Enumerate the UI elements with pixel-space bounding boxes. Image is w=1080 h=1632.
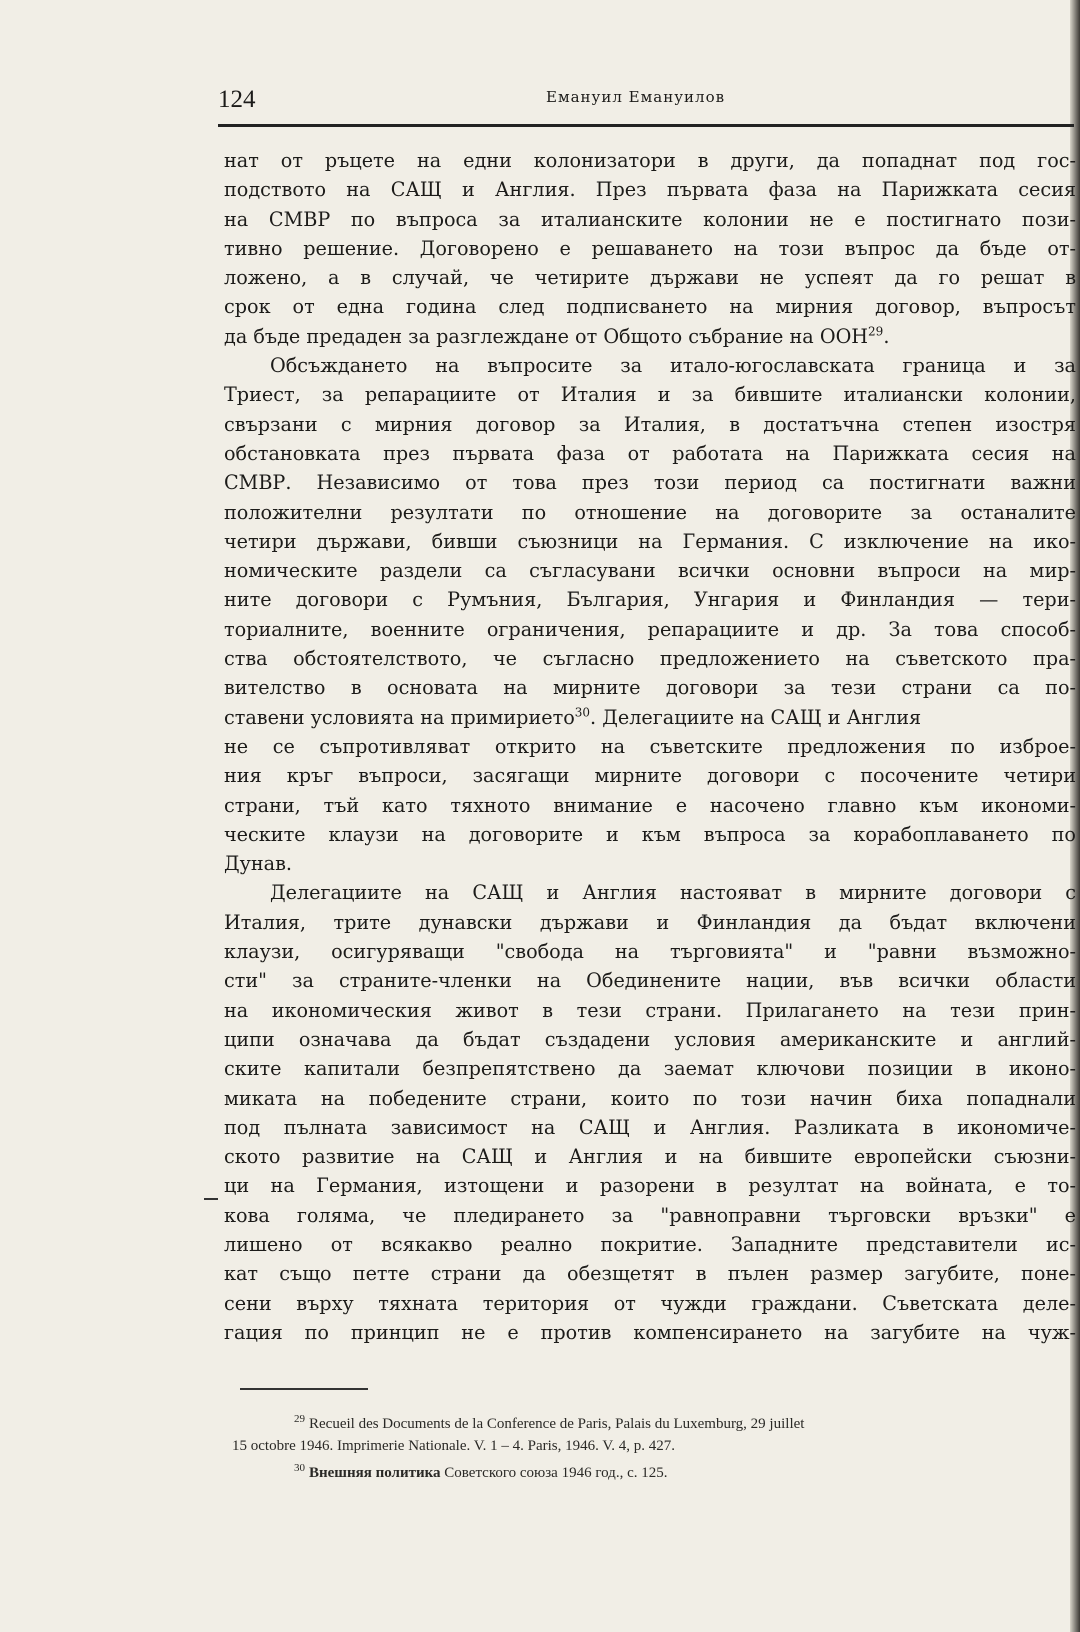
- text-line: номическите раздели са съгласувани всички основни въпроси на мир-: [224, 559, 1076, 583]
- text-line: четири държави, бивши съюзници на Германия. С изключение на ико-: [224, 529, 1076, 553]
- text-line: ложено, а в случай, че четирите държави не успеят да го решат в: [224, 266, 1076, 290]
- footnote-29: [232, 1408, 1078, 1435]
- text-line: свързани с мирния договор за Италия, в достатъчна степен изостря: [224, 412, 1076, 436]
- text-segment: .: [883, 324, 890, 348]
- text-line: клаузи, осигуряващи "свобода на търговията" и "равни възможно-: [224, 940, 1076, 964]
- text-line: подството на САЩ и Англия. През първата фаза на Парижката сесия: [224, 178, 1076, 202]
- text-line: гация по принцип не е против компенсирането на загубите на чуж-: [224, 1320, 1076, 1344]
- text-line: ческите клаузи на договорите и към въпроса за корабоплаването по: [224, 822, 1076, 846]
- body-text: [224, 146, 1076, 1347]
- text-line: тивно решение. Договорено е решаването на този въпрос да бъде от-: [224, 236, 1076, 260]
- text-line: лишено от всякакво реално покритие. Западните представители ис-: [224, 1232, 1076, 1256]
- text-line: сени върху тяхната територия от чужди граждани. Съветската деле-: [224, 1291, 1076, 1315]
- text-line: срок от една година след подписването на мирния договор, въпросът: [224, 295, 1076, 319]
- text-line: ства обстоятелството, че съгласно предложението на съветското пра-: [224, 647, 1076, 671]
- page-header: [218, 86, 1074, 126]
- text-line: не се съпротивляват открито на съветските предложения по изброе-: [224, 734, 1076, 758]
- text-line: нат от ръцете на едни колонизатори в други, да попаднат под гос-: [224, 149, 1076, 172]
- footnote-29-continued: 15 octobre 1946. Imprimerie Nationale. V. 1 – 4. Paris, 1946. V. 4, p. 427.: [232, 1438, 676, 1454]
- page-number: 124: [218, 86, 256, 113]
- text-line: ското развитие на САЩ и Англия и на бившите европейски съюзни-: [224, 1145, 1076, 1169]
- text-line: под пълната зависимост на САЩ и Англия. Разликата в икономиче-: [224, 1115, 1076, 1139]
- text-line: ските капитали безпрепятствено да заемат ключови позиции в иконо-: [224, 1057, 1076, 1081]
- text-line: вителство в основата на мирните договори за тези страни са по-: [224, 676, 1076, 700]
- text-segment: . Делегациите на САЩ и Англия: [590, 705, 922, 729]
- text-line: обстановката през първата фаза от работата на Парижката сесия на: [224, 441, 1076, 465]
- footnote-title: Внешняя политика: [309, 1465, 441, 1481]
- text-line: на икономическия живот в тези страни. Прилагането на тези прин-: [224, 998, 1076, 1022]
- text-line: ципи означава да бъдат създадени условия американските и англий-: [224, 1027, 1076, 1051]
- footnote-mark: 29: [294, 1413, 305, 1425]
- margin-mark: [204, 1198, 218, 1200]
- footnote-rule: [240, 1388, 368, 1390]
- footnote-ref-30: 30: [574, 705, 591, 720]
- text-line: ториалните, военните ограничения, репарациите и др. За това способ-: [224, 617, 1076, 641]
- text-line: кат също петте страни да обезщетят в пълен размер загубите, поне-: [224, 1262, 1076, 1286]
- text-line: Дунав.: [224, 852, 293, 876]
- footnote-text: Советского союза 1946 год., с. 125.: [440, 1465, 668, 1481]
- text-line: страни, тъй като тяхното внимание е насочено главно към икономи-: [224, 793, 1076, 817]
- text-line: Обсъждането на въпросите за итало-югославската граница и за: [270, 354, 1076, 378]
- text-line-with-footnote: [224, 703, 1076, 732]
- footnotes: [232, 1408, 1078, 1484]
- footnote-ref-29: 29: [868, 324, 884, 339]
- text-line: ци на Германия, изтощени и разорени в резултат на войната, е то-: [224, 1174, 1076, 1198]
- text-line: ните договори с Румъния, България, Унгария и Финландия — тери-: [224, 588, 1076, 612]
- text-line: на СМВР по въпроса за италианските колонии не е постигнато пози-: [224, 207, 1076, 231]
- header-rule: [218, 124, 1074, 127]
- running-head: Емануил Емануилов: [546, 88, 726, 106]
- text-line: Италия, трите дунавски държави и Финландия да бъдат включени: [224, 910, 1076, 934]
- text-segment: ставени условията на примирието: [224, 705, 575, 729]
- text-line: положителни резултати по отношение на договорите за останалите: [224, 500, 1076, 524]
- text-line: Делегациите на САЩ и Англия настояват в мирните договори с: [270, 881, 1076, 905]
- footnote-text: Recueil des Documents de la Conference de Paris, Palais du Luxemburg, 29 juillet: [309, 1416, 805, 1432]
- footnote-30: [232, 1457, 1078, 1484]
- text-line-with-footnote: [224, 322, 1076, 351]
- text-segment: да бъде предаден за разглеждане от Общото събрание на ООН: [224, 324, 869, 348]
- text-line: миката на победените страни, които по този начин биха попаднали: [224, 1086, 1076, 1110]
- text-line: СМВР. Независимо от това през този период са постигнати важни: [224, 471, 1076, 495]
- text-line: кова голяма, че пледирането за "равноправни търговски връзки" е: [224, 1203, 1076, 1227]
- text-line: Триест, за репарациите от Италия и за бившите италиански колонии,: [224, 383, 1076, 407]
- footnote-mark: 30: [294, 1462, 305, 1474]
- text-line: сти" за страните-членки на Обединените нации, във всички области: [224, 969, 1076, 993]
- text-line: ния кръг въпроси, засягащи мирните договори с посочените четири: [224, 764, 1076, 788]
